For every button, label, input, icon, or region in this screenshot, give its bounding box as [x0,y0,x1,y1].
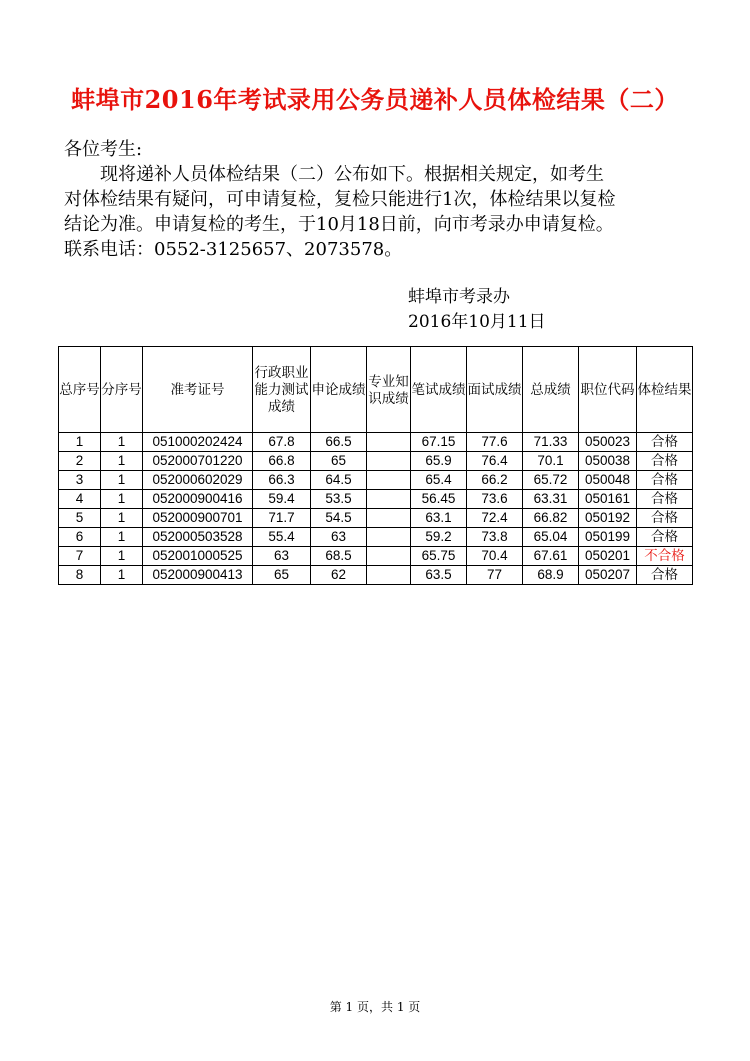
cell-essay: 63 [311,528,367,547]
cell-written: 65.4 [411,471,467,490]
cell-total-score: 66.82 [523,509,579,528]
cell-exam-id: 052000900416 [143,490,253,509]
cell-exam-result: 合格 [637,490,693,509]
cell-aptitude: 65 [253,566,311,585]
cell-exam-id: 052001000525 [143,547,253,566]
cell-written: 67.15 [411,433,467,452]
table-row [59,528,693,547]
cell-aptitude: 66.8 [253,452,311,471]
header-cell-total-score: 总成绩 [523,347,579,433]
cell-aptitude: 59.4 [253,490,311,509]
cell-exam-id: 052000900413 [143,566,253,585]
table-row [59,433,693,452]
cell-position-code: 050161 [579,490,637,509]
results-table [58,346,693,585]
signature-org: 蚌埠市考录办 [408,287,510,307]
cell-essay: 66.5 [311,433,367,452]
cell-professional [367,452,411,471]
cell-sub-seq: 1 [101,566,143,585]
cell-sub-seq: 1 [101,452,143,471]
table-row [59,471,693,490]
cell-sub-seq: 1 [101,528,143,547]
cell-written: 63.5 [411,566,467,585]
cell-sub-seq: 1 [101,433,143,452]
cell-total-seq: 8 [59,566,101,585]
cell-interview: 72.4 [467,509,523,528]
cell-exam-id: 052000602029 [143,471,253,490]
table-row [59,452,693,471]
cell-written: 56.45 [411,490,467,509]
cell-interview: 73.8 [467,528,523,547]
cell-sub-seq: 1 [101,490,143,509]
cell-aptitude: 66.3 [253,471,311,490]
page-title: 蚌埠市2016年考试录用公务员递补人员体检结果（二） [71,85,679,114]
cell-exam-result: 合格 [637,566,693,585]
cell-essay: 68.5 [311,547,367,566]
notice-contact: 联系电话：0552-3125657、2073578。 [64,239,403,260]
table-row [59,566,693,585]
cell-total-seq: 5 [59,509,101,528]
header-cell-interview: 面试成绩 [467,347,523,433]
cell-sub-seq: 1 [101,509,143,528]
header-cell-written: 笔试成绩 [411,347,467,433]
header-cell-aptitude: 行政职业能力测试成绩 [253,347,311,433]
cell-position-code: 050201 [579,547,637,566]
cell-aptitude: 71.7 [253,509,311,528]
notice-line-2: 对体检结果有疑问，可申请复检，复检只能进行1次，体检结果以复检 [64,189,616,210]
header-cell-professional: 专业知识成绩 [367,347,411,433]
cell-total-seq: 2 [59,452,101,471]
cell-position-code: 050023 [579,433,637,452]
cell-interview: 77.6 [467,433,523,452]
signature-block [408,285,546,335]
cell-position-code: 050038 [579,452,637,471]
cell-total-score: 65.04 [523,528,579,547]
header-cell-total-seq: 总序号 [59,347,101,433]
cell-written: 63.1 [411,509,467,528]
cell-total-seq: 7 [59,547,101,566]
header-cell-exam-result: 体检结果 [637,347,693,433]
cell-professional [367,566,411,585]
cell-exam-result: 合格 [637,471,693,490]
header-cell-sub-seq: 分序号 [101,347,143,433]
cell-interview: 77 [467,566,523,585]
cell-exam-result: 合格 [637,452,693,471]
cell-exam-id: 052000503528 [143,528,253,547]
cell-interview: 70.4 [467,547,523,566]
cell-position-code: 050192 [579,509,637,528]
cell-exam-result: 合格 [637,433,693,452]
cell-professional [367,528,411,547]
cell-exam-result: 合格 [637,528,693,547]
cell-position-code: 050048 [579,471,637,490]
cell-total-score: 70.1 [523,452,579,471]
header-cell-exam-id: 准考证号 [143,347,253,433]
cell-professional [367,433,411,452]
cell-interview: 73.6 [467,490,523,509]
cell-essay: 64.5 [311,471,367,490]
cell-exam-id: 052000701220 [143,452,253,471]
signature-date: 2016年10月11日 [408,312,546,332]
cell-exam-result: 合格 [637,509,693,528]
cell-interview: 66.2 [467,471,523,490]
cell-exam-id: 051000202424 [143,433,253,452]
cell-total-seq: 6 [59,528,101,547]
table-row [59,509,693,528]
notice-body [64,137,704,262]
header-cell-position-code: 职位代码 [579,347,637,433]
cell-aptitude: 55.4 [253,528,311,547]
cell-written: 65.75 [411,547,467,566]
header-cell-essay: 申论成绩 [311,347,367,433]
cell-total-seq: 3 [59,471,101,490]
table-header-row [59,347,693,433]
cell-total-score: 63.31 [523,490,579,509]
cell-total-score: 71.33 [523,433,579,452]
cell-total-score: 68.9 [523,566,579,585]
table-body [59,433,693,585]
cell-essay: 65 [311,452,367,471]
cell-essay: 54.5 [311,509,367,528]
cell-professional [367,509,411,528]
page-footer: 第 1 页，共 1 页 [329,1000,421,1014]
cell-professional [367,547,411,566]
cell-position-code: 050199 [579,528,637,547]
cell-total-score: 65.72 [523,471,579,490]
cell-aptitude: 67.8 [253,433,311,452]
cell-total-seq: 1 [59,433,101,452]
cell-professional [367,490,411,509]
cell-essay: 62 [311,566,367,585]
cell-sub-seq: 1 [101,471,143,490]
cell-position-code: 050207 [579,566,637,585]
cell-total-score: 67.61 [523,547,579,566]
notice-line-3: 结论为准。申请复检的考生，于10月18日前，向市考录办申请复检。 [64,214,614,235]
cell-exam-id: 052000900701 [143,509,253,528]
cell-exam-result-fail: 不合格 [637,547,693,566]
notice-line-1: 现将递补人员体检结果（二）公布如下。根据相关规定，如考生 [100,164,604,185]
cell-interview: 76.4 [467,452,523,471]
notice-salutation: 各位考生: [64,139,143,160]
cell-total-seq: 4 [59,490,101,509]
cell-aptitude: 63 [253,547,311,566]
cell-written: 65.9 [411,452,467,471]
cell-sub-seq: 1 [101,547,143,566]
table-row [59,547,693,566]
cell-essay: 53.5 [311,490,367,509]
cell-professional [367,471,411,490]
cell-written: 59.2 [411,528,467,547]
table-row [59,490,693,509]
